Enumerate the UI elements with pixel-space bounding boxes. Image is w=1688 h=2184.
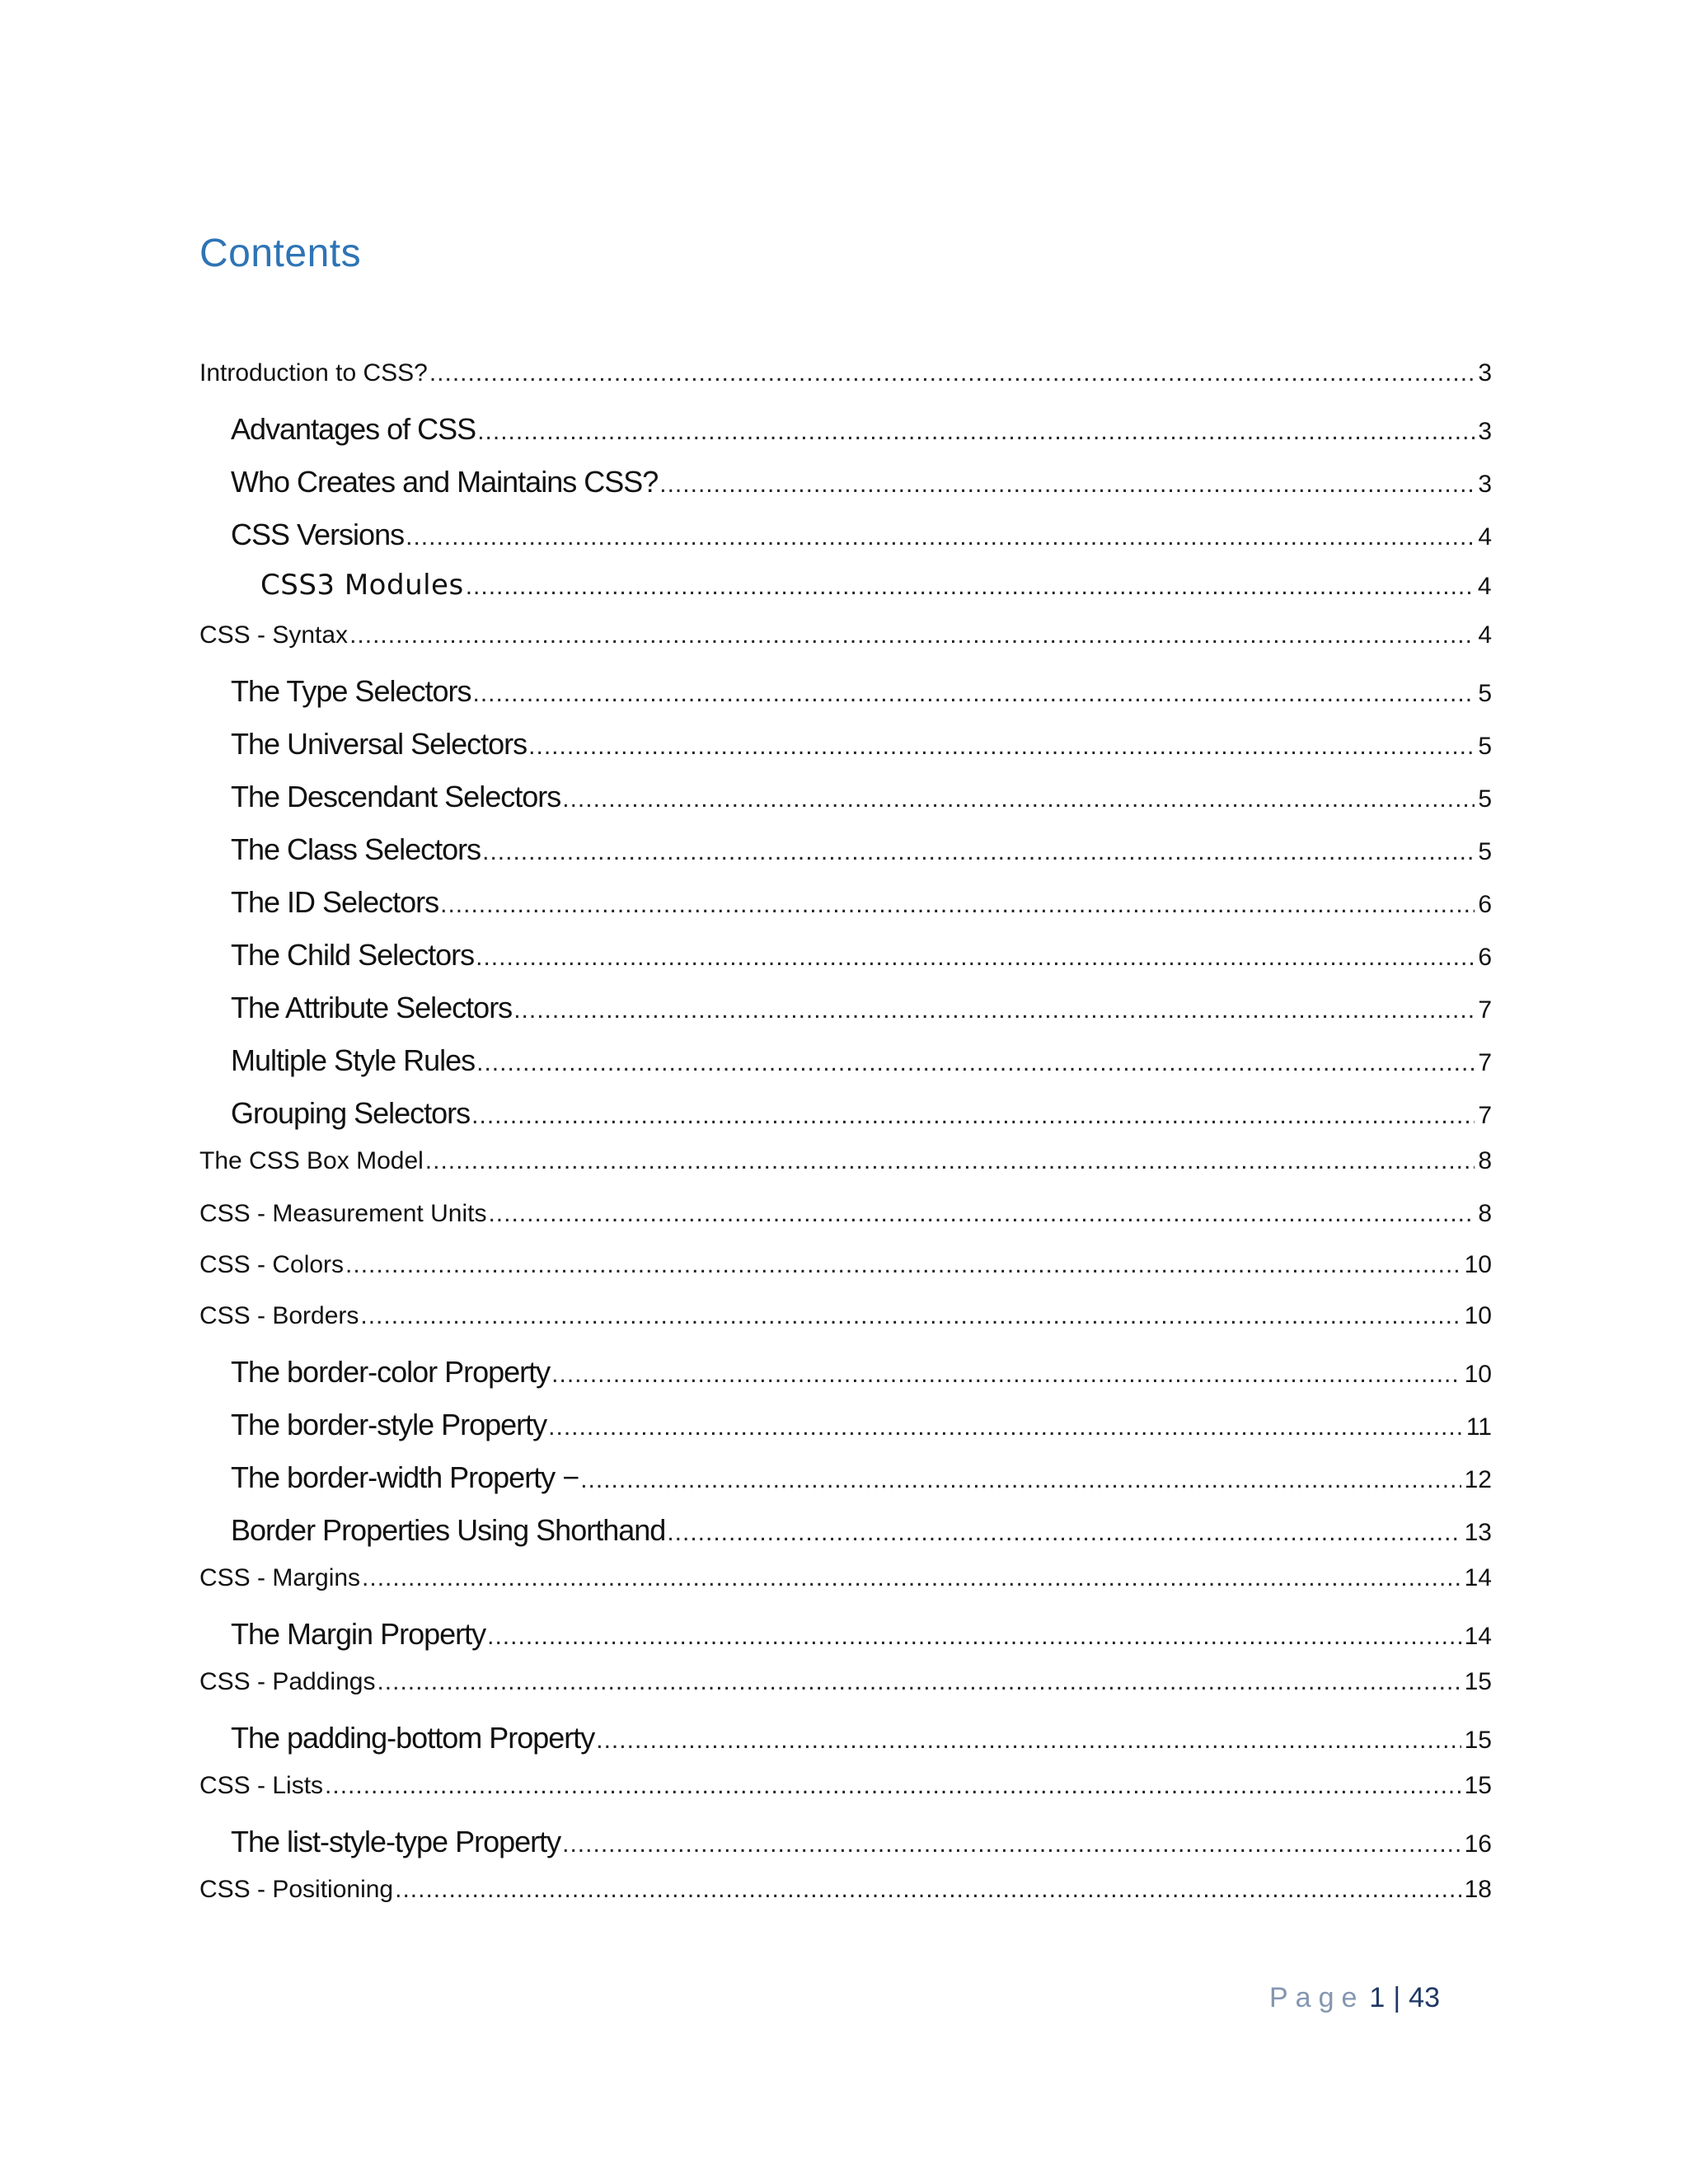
- toc-dot-leader: [488, 1200, 1475, 1228]
- toc-entry[interactable]: [199, 412, 1492, 447]
- toc-entry-title: The padding-bottom Property: [231, 1721, 595, 1755]
- toc-entry-page-number: 15: [1464, 1668, 1492, 1695]
- toc-dot-leader: [551, 1361, 1461, 1389]
- toc-entry-page-number: 7: [1478, 1102, 1492, 1129]
- toc-entry-title: Grouping Selectors: [231, 1096, 471, 1130]
- toc-entry-page-number: 5: [1478, 680, 1492, 707]
- toc-entry-page-number: 8: [1478, 1147, 1492, 1174]
- toc-entry[interactable]: [199, 1355, 1492, 1390]
- toc-entry-title: The list-style-type Property: [231, 1825, 561, 1858]
- toc-entry-page-number: 4: [1477, 573, 1492, 600]
- toc-entry[interactable]: [199, 1721, 1492, 1755]
- toc-entry[interactable]: [199, 1513, 1492, 1548]
- toc-entry-title: CSS - Positioning: [199, 1876, 394, 1903]
- toc-dot-leader: [429, 359, 1475, 387]
- toc-entry-title: CSS - Measurement Units: [199, 1200, 487, 1227]
- toc-dot-leader: [528, 733, 1475, 761]
- toc-entry[interactable]: [199, 518, 1492, 552]
- toc-entry-title: CSS - Borders: [199, 1302, 359, 1329]
- toc-dot-leader: [477, 418, 1475, 446]
- total-pages: 43: [1409, 1982, 1440, 2013]
- toc-entry-title: The Type Selectors: [231, 674, 471, 708]
- toc-entry[interactable]: [199, 465, 1492, 499]
- toc-entry[interactable]: [199, 1251, 1492, 1279]
- current-page-number: 1: [1369, 1982, 1386, 2013]
- toc-entry-title: Multiple Style Rules: [231, 1043, 476, 1077]
- toc-entry-title: CSS - Lists: [199, 1772, 324, 1799]
- toc-entry-page-number: 6: [1478, 891, 1492, 918]
- toc-entry-title: The Universal Selectors: [231, 727, 528, 761]
- toc-entry[interactable]: [199, 1147, 1492, 1175]
- toc-entry-page-number: 8: [1478, 1200, 1492, 1227]
- toc-entry[interactable]: [199, 1096, 1492, 1131]
- toc-entry-page-number: 5: [1478, 838, 1492, 865]
- toc-entry[interactable]: [199, 1302, 1492, 1330]
- toc-entry[interactable]: [199, 1564, 1492, 1592]
- toc-entry-page-number: 15: [1464, 1772, 1492, 1799]
- toc-entry-title: Border Properties Using Shorthand: [231, 1513, 666, 1547]
- toc-entry-page-number: 16: [1464, 1830, 1492, 1858]
- toc-entry-page-number: 6: [1478, 944, 1492, 971]
- toc-dot-leader: [667, 1519, 1461, 1547]
- toc-dot-leader: [473, 680, 1475, 708]
- toc-entry-title: Who Creates and Maintains CSS?: [231, 465, 659, 499]
- toc-entry-page-number: 15: [1464, 1727, 1492, 1754]
- toc-entry[interactable]: [199, 938, 1492, 972]
- toc-dot-leader: [482, 838, 1475, 866]
- toc-entry-title: CSS - Colors: [199, 1251, 345, 1278]
- contents-heading: Contents: [199, 232, 362, 275]
- toc-entry-page-number: 10: [1464, 1361, 1492, 1388]
- toc-entry-title: CSS Versions: [231, 518, 405, 551]
- toc-dot-leader: [406, 523, 1475, 551]
- toc-dot-leader: [596, 1727, 1461, 1755]
- toc-entry-page-number: 3: [1478, 471, 1492, 498]
- toc-dot-leader: [487, 1623, 1461, 1651]
- toc-entry-title: CSS - Paddings: [199, 1668, 376, 1695]
- toc-entry-page-number: 14: [1464, 1564, 1492, 1591]
- toc-entry-title: The CSS Box Model: [199, 1147, 424, 1174]
- toc-entry-title: The Class Selectors: [231, 832, 481, 866]
- toc-entry[interactable]: [199, 1408, 1492, 1442]
- toc-dot-leader: [377, 1668, 1461, 1696]
- page-label: Page: [1269, 1982, 1365, 2013]
- toc-dot-leader: [659, 471, 1475, 499]
- toc-entry[interactable]: [199, 621, 1492, 649]
- toc-entry[interactable]: [199, 991, 1492, 1025]
- toc-entry[interactable]: [199, 727, 1492, 762]
- toc-dot-leader: [425, 1147, 1475, 1175]
- toc-entry-page-number: 5: [1478, 733, 1492, 760]
- toc-entry-title: The Child Selectors: [231, 938, 475, 972]
- toc-dot-leader: [562, 1830, 1461, 1858]
- toc-entry-title: The border-color Property: [231, 1355, 551, 1389]
- toc-entry-page-number: 14: [1464, 1623, 1492, 1650]
- toc-entry-page-number: 18: [1464, 1876, 1492, 1903]
- toc-dot-leader: [325, 1772, 1461, 1800]
- toc-dot-leader: [580, 1466, 1461, 1494]
- toc-dot-leader: [440, 891, 1475, 919]
- toc-entry-page-number: 10: [1464, 1251, 1492, 1278]
- page-separator: |: [1393, 1982, 1401, 2013]
- toc-dot-leader: [349, 621, 1475, 649]
- toc-entry-title: The border-width Property −: [231, 1460, 579, 1494]
- toc-entry[interactable]: [199, 1460, 1492, 1495]
- toc-entry-page-number: 13: [1464, 1519, 1492, 1546]
- toc-entry-title: CSS - Syntax: [199, 621, 349, 649]
- toc-entry-title: CSS - Margins: [199, 1564, 361, 1591]
- toc-entry-page-number: 7: [1478, 1049, 1492, 1076]
- toc-entry-page-number: 3: [1478, 359, 1492, 387]
- toc-dot-leader: [471, 1102, 1475, 1130]
- toc-dot-leader: [395, 1876, 1461, 1904]
- toc-dot-leader: [466, 573, 1475, 601]
- toc-entry[interactable]: [199, 1825, 1492, 1859]
- toc-entry[interactable]: [199, 1617, 1492, 1652]
- toc-entry-title: The Descendant Selectors: [231, 780, 561, 813]
- toc-entry-page-number: 11: [1465, 1413, 1492, 1441]
- toc-entry[interactable]: [199, 1200, 1492, 1228]
- toc-entry-page-number: 5: [1478, 785, 1492, 813]
- toc-entry-title: The ID Selectors: [231, 885, 439, 919]
- toc-dot-leader: [360, 1302, 1461, 1330]
- toc-entry-page-number: 4: [1478, 621, 1492, 649]
- toc-entry-title: The border-style Property: [231, 1408, 547, 1441]
- toc-dot-leader: [362, 1564, 1461, 1592]
- toc-dot-leader: [476, 944, 1475, 972]
- toc-entry[interactable]: [199, 569, 1492, 602]
- toc-entry-title: CSS3 Modules: [260, 569, 464, 602]
- toc-entry[interactable]: [199, 674, 1492, 709]
- toc-entry[interactable]: [199, 1876, 1492, 1904]
- toc-dot-leader: [562, 785, 1475, 813]
- toc-entry[interactable]: [199, 359, 1492, 387]
- toc-entry-title: Introduction to CSS?: [199, 359, 428, 387]
- toc-entry[interactable]: [199, 1043, 1492, 1078]
- toc-dot-leader: [345, 1251, 1461, 1279]
- toc-dot-leader: [476, 1049, 1475, 1077]
- toc-entry-title: The Margin Property: [231, 1617, 486, 1651]
- toc-entry-page-number: 10: [1464, 1302, 1492, 1329]
- page-footer: [1269, 1982, 1440, 2014]
- toc-dot-leader: [513, 996, 1475, 1024]
- toc-dot-leader: [548, 1413, 1463, 1441]
- toc-entry[interactable]: [199, 780, 1492, 814]
- toc-entry[interactable]: [199, 885, 1492, 920]
- toc-entry-page-number: 4: [1478, 523, 1492, 551]
- toc-entry-page-number: 3: [1478, 418, 1492, 445]
- toc-entry[interactable]: [199, 1668, 1492, 1696]
- toc-entry-page-number: 12: [1464, 1466, 1492, 1493]
- toc-entry-page-number: 7: [1478, 996, 1492, 1024]
- toc-entry-title: The Attribute Selectors: [231, 991, 513, 1024]
- toc-entry[interactable]: [199, 1772, 1492, 1800]
- toc-entry-title: Advantages of CSS: [231, 412, 476, 446]
- toc-entry[interactable]: [199, 832, 1492, 867]
